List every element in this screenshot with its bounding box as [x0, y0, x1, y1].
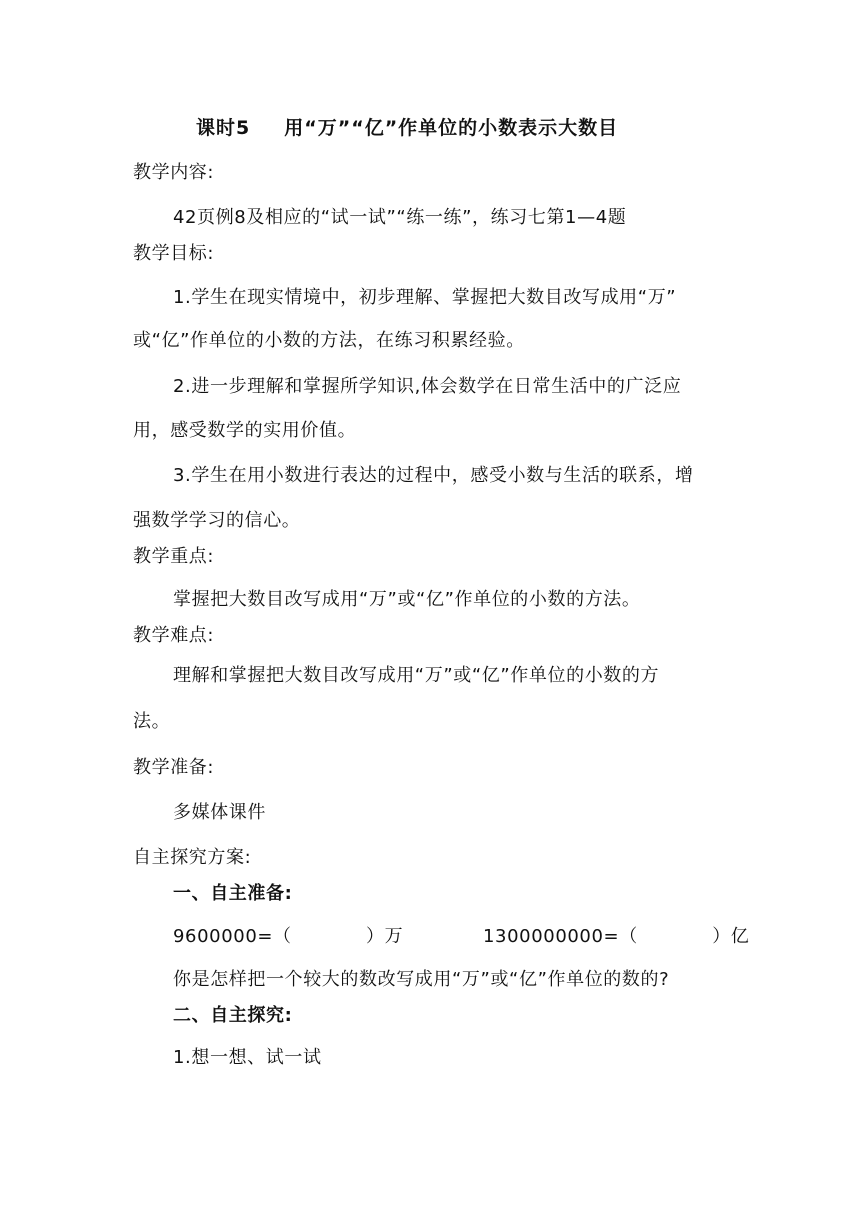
lesson-title: 用“万”“亿”作单位的小数表示大数目 — [284, 117, 619, 139]
lesson-number: 课时5 — [196, 117, 251, 139]
teaching-content-text: 42页例8及相应的“试一试”“练一练”，练习七第1—4题 — [173, 207, 627, 228]
inquiry-plan-heading: 自主探究方案: — [133, 847, 252, 868]
goal-1-line-1: 1.学生在现实情境中，初步理解、掌握把大数目改写成用“万” — [173, 287, 677, 308]
exercise-wan: 9600000=（ ）万 — [173, 926, 404, 947]
difficulties-heading: 教学难点: — [133, 625, 215, 646]
goal-1-line-2: 或“亿”作单位的小数的方法，在练习积累经验。 — [133, 330, 525, 351]
preparation-text: 多媒体课件 — [173, 802, 266, 823]
teaching-content-heading: 教学内容: — [133, 162, 215, 183]
self-preparation-heading: 一、自主准备: — [173, 883, 293, 904]
key-points-text: 掌握把大数目改写成用“万”或“亿”作单位的小数的方法。 — [173, 589, 641, 610]
method-question: 你是怎样把一个较大的数改写成用“万”或“亿”作单位的数的? — [173, 969, 670, 990]
preparation-heading: 教学准备: — [133, 757, 215, 778]
key-points-heading: 教学重点: — [133, 546, 215, 567]
step-1-text: 1.想一想、试一试 — [173, 1047, 322, 1068]
goal-2-line-2: 用，感受数学的实用价值。 — [133, 420, 357, 441]
difficulties-line-1: 理解和掌握把大数目改写成用“万”或“亿”作单位的小数的方 — [173, 665, 660, 686]
goal-3-line-1: 3.学生在用小数进行表达的过程中，感受小数与生活的联系，增 — [173, 465, 694, 486]
page-title — [196, 116, 618, 140]
exercise-yi: 1300000000=（ ）亿 — [483, 926, 750, 947]
self-inquiry-heading: 二、自主探究: — [173, 1005, 293, 1026]
difficulties-line-2: 法。 — [133, 711, 171, 732]
teaching-goals-heading: 教学目标: — [133, 243, 215, 264]
goal-3-line-2: 强数学学习的信心。 — [133, 510, 301, 531]
goal-2-line-1: 2.进一步理解和掌握所学知识,体会数学在日常生活中的广泛应 — [173, 376, 682, 397]
